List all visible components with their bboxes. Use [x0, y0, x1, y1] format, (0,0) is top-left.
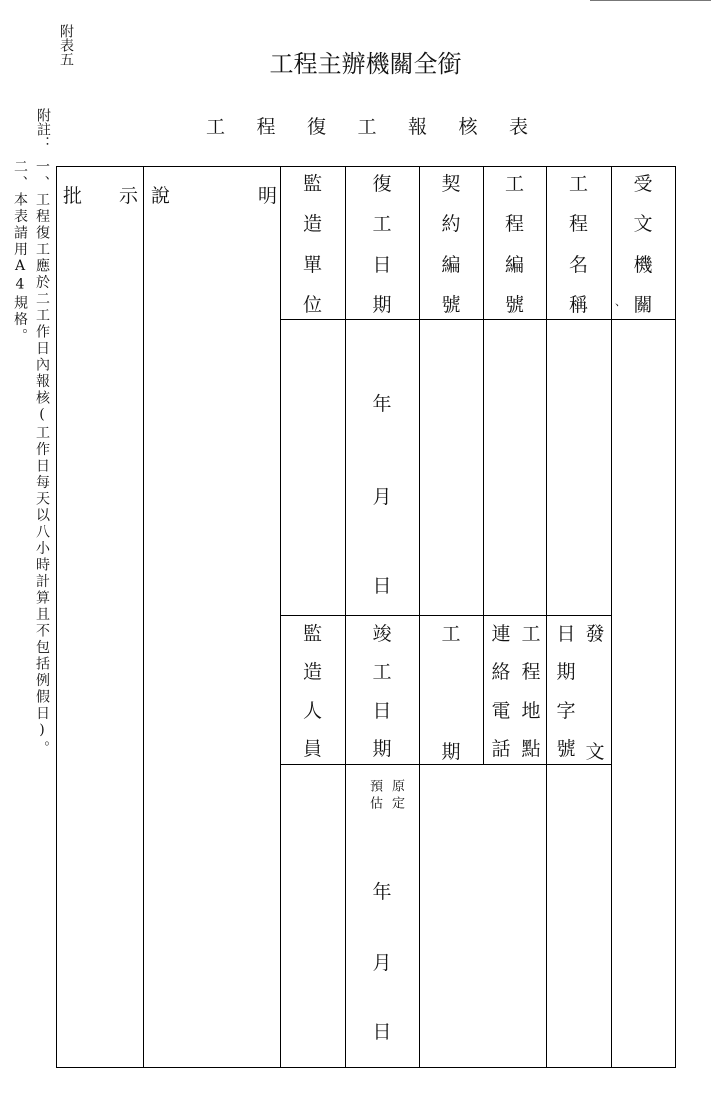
header-project-no: 工 程 編 號: [504, 173, 524, 316]
header-receiving-agency: 受 文 機 關: [633, 173, 653, 316]
header-resume-date: 復 工 日 期: [372, 173, 392, 316]
resume-date-year: 年: [372, 393, 392, 415]
header-project-name: 工 程 名 稱: [568, 173, 588, 316]
form-title-char: 表: [509, 116, 529, 138]
column-divider: [143, 167, 144, 1067]
resume-date-month: 月: [372, 486, 392, 508]
explanation-label-left: 說: [151, 185, 171, 207]
header-supervisor-person: 監 造 人 員: [302, 623, 322, 760]
header-duration-top: 工: [441, 623, 461, 645]
form-title: [206, 112, 560, 139]
resume-date-day: 日: [372, 575, 392, 597]
form-title-char: 工: [357, 116, 377, 138]
approval-label-left: 批: [63, 185, 83, 207]
header-issue-date: 日 期 字 號: [556, 623, 576, 760]
row-divider: [280, 615, 611, 616]
completion-estimated-label: 預估: [367, 779, 382, 813]
completion-day: 日: [372, 1021, 392, 1043]
completion-month: 月: [372, 952, 392, 974]
header-project-location: 工 程 地 點: [521, 623, 541, 760]
completion-year: 年: [372, 881, 392, 903]
annex-label: 附表五: [58, 24, 74, 66]
header-issue-label-top: 發: [585, 623, 605, 645]
note-item-1: 一、工程復工應於二工作日內報核(工作日每天以八小時計算且不包括例假日)。: [34, 159, 50, 757]
form-table: [56, 166, 676, 1068]
form-title-char: 程: [256, 116, 276, 138]
header-supervisor-unit: 監 造 單 位: [302, 173, 322, 316]
form-title-char: 報: [408, 116, 428, 138]
approval-label-right: 示: [119, 185, 139, 207]
agency-title: 工程主辦機關全銜: [269, 50, 462, 78]
notes-heading: 附註：: [35, 108, 51, 150]
receiving-agency-mark: 、: [615, 295, 626, 308]
row-divider: [280, 764, 611, 765]
header-contract-no: 契 約 編 號: [441, 173, 461, 316]
row-divider: [280, 319, 675, 320]
header-duration-bottom: 期: [441, 741, 461, 763]
form-title-char: 復: [307, 116, 327, 138]
header-issue-label-bottom: 文: [585, 741, 605, 763]
note-item-2: 二、本表請用A4規格。: [12, 159, 28, 345]
form-title-char: 工: [206, 116, 226, 138]
top-edge-line: [590, 0, 711, 1]
header-completion-date: 竣 工 日 期: [372, 623, 392, 760]
completion-original-label: 原定: [389, 779, 404, 813]
header-contact-phone: 連 絡 電 話: [491, 623, 511, 760]
explanation-label-right: 明: [258, 185, 278, 207]
form-title-char: 核: [458, 116, 478, 138]
